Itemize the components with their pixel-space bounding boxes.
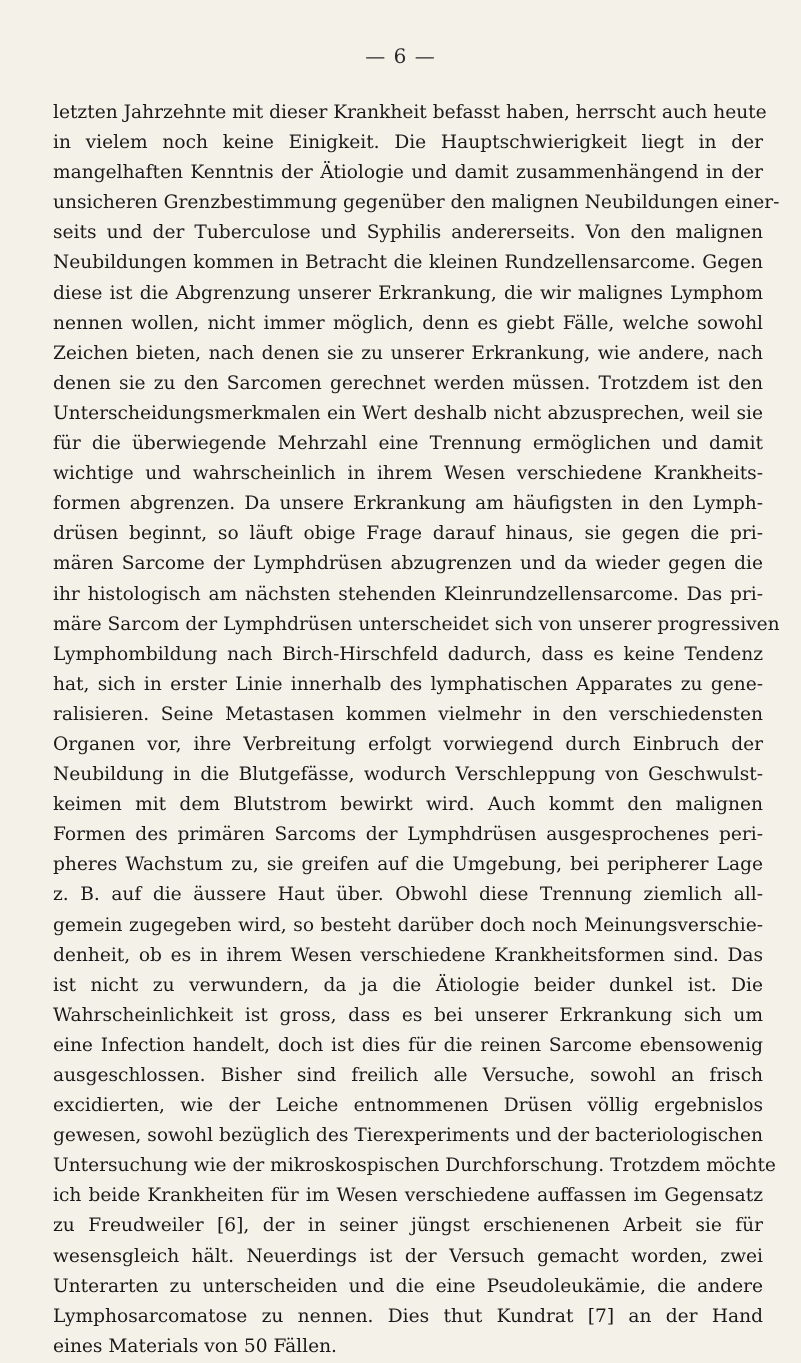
text-line: Lymphosarcomatose zu nennen. Dies thut Kundrat [7] an der Hand [53, 1305, 763, 1327]
text-line: wesensgleich hält. Neuerdings ist der Versuch gemacht worden, zwei [53, 1245, 763, 1267]
text-line: hat, sich in erster Linie innerhalb des lymphatischen Apparates zu gene- [53, 673, 763, 695]
text-line: mären Sarcome der Lymphdrüsen abzugrenzen und da wieder gegen die [53, 553, 763, 575]
text-line: Formen des primären Sarcoms der Lymphdrüsen ausgesprochenes peri- [53, 824, 763, 846]
text-line: mangelhaften Kenntnis der Ätiologie und damit zusammenhängend in der [53, 162, 763, 184]
body-text [53, 98, 780, 1362]
text-line: keimen mit dem Blutstrom bewirkt wird. Auch kommt den malignen [53, 794, 763, 816]
text-line: ihr histologisch am nächsten stehenden Kleinrundzellensarcome. Das pri- [53, 583, 763, 605]
text-line: in vielem noch keine Einigkeit. Die Hauptschwierigkeit liegt in der [53, 132, 763, 154]
text-line: seits und der Tuberculose und Syphilis andererseits. Von den malignen [53, 222, 763, 244]
text-line: zu Freudweiler [6], der in seiner jüngst erschienenen Arbeit sie für [53, 1215, 763, 1237]
text-line: Untersuchung wie der mikroskospischen Durchforschung. Trotzdem möchte [53, 1155, 776, 1177]
text-line: ausgeschlossen. Bisher sind freilich alle Versuche, sowohl an frisch [53, 1065, 763, 1086]
text-line: eine Infection handelt, doch ist dies für die reinen Sarcome ebensowenig [53, 1034, 763, 1056]
text-line: Neubildungen kommen in Betracht die kleinen Rundzellensarcome. Gegen [53, 252, 763, 274]
text-line: ist nicht zu verwundern, da ja die Ätiologie beider dunkel ist. Die [53, 974, 763, 996]
text-line: Lymphombildung nach Birch-Hirschfeld dadurch, dass es keine Tendenz [53, 643, 763, 665]
text-line: pheres Wachstum zu, sie greifen auf die Umgebung, bei peripherer Lage [53, 854, 763, 876]
page-number: — 6 — [365, 44, 436, 68]
text-line: gewesen, sowohl bezüglich des Tierexperiments und der bacteriologischen [53, 1125, 763, 1147]
text-line: denheit, ob es in ihrem Wesen verschiedene Krankheitsformen sind. Das [53, 944, 763, 966]
text-line: eines Materials von 50 Fällen. [53, 1335, 337, 1357]
text-line: drüsen beginnt, so läuft obige Frage darauf hinaus, sie gegen die pri- [53, 523, 763, 545]
text-line: Wahrscheinlichkeit ist gross, dass es bei unserer Erkrankung sich um [53, 1004, 763, 1026]
text-line: excidierten, wie der Leiche entnommenen Drüsen völlig ergebnislos [53, 1095, 763, 1117]
text-line: denen sie zu den Sarcomen gerechnet werden müssen. Trotzdem ist den [53, 372, 763, 394]
text-line: ralisieren. Seine Metastasen kommen vielmehr in den verschiedensten [53, 703, 763, 725]
text-line: unsicheren Grenzbestimmung gegenüber den malignen Neubildungen einer- [53, 192, 780, 214]
text-line: nennen wollen, nicht immer möglich, denn es giebt Fälle, welche sowohl [53, 312, 763, 334]
text-line: Neubildung in die Blutgefässe, wodurch Verschleppung von Geschwulst- [53, 764, 763, 786]
text-line: Zeichen bieten, nach denen sie zu unserer Erkrankung, wie andere, nach [53, 342, 763, 364]
text-line: ich beide Krankheiten für im Wesen verschiedene auffassen im Gegensatz [53, 1185, 763, 1207]
text-line: für die überwiegende Mehrzahl eine Trennung ermöglichen und damit [53, 433, 763, 455]
text-line: gemein zugegeben wird, so besteht darüber doch noch Meinungsverschie- [53, 914, 763, 936]
text-line: Organen vor, ihre Verbreitung erfolgt vorwiegend durch Einbruch der [53, 733, 763, 755]
text-line: Unterarten zu unterscheiden und die eine Pseudoleukämie, die andere [53, 1275, 763, 1297]
text-line: z. B. auf die äussere Haut über. Obwohl diese Trennung ziemlich all- [53, 884, 763, 906]
text-line: diese ist die Abgrenzung unserer Erkrankung, die wir malignes Lymphom [53, 282, 763, 304]
text-line: Unterscheidungsmerkmalen ein Wert deshalb nicht abzusprechen, weil sie [53, 402, 763, 424]
text-line: märe Sarcom der Lymphdrüsen unterscheidet sich von unserer progressiven [53, 613, 780, 635]
text-line: formen abgrenzen. Da unsere Erkrankung am häufigsten in den Lymph- [53, 493, 763, 515]
text-line: letzten Jahrzehnte mit dieser Krankheit befasst haben, herrscht auch heute [53, 102, 767, 123]
text-line: wichtige und wahrscheinlich in ihrem Wesen verschiedene Krankheits- [53, 463, 763, 485]
